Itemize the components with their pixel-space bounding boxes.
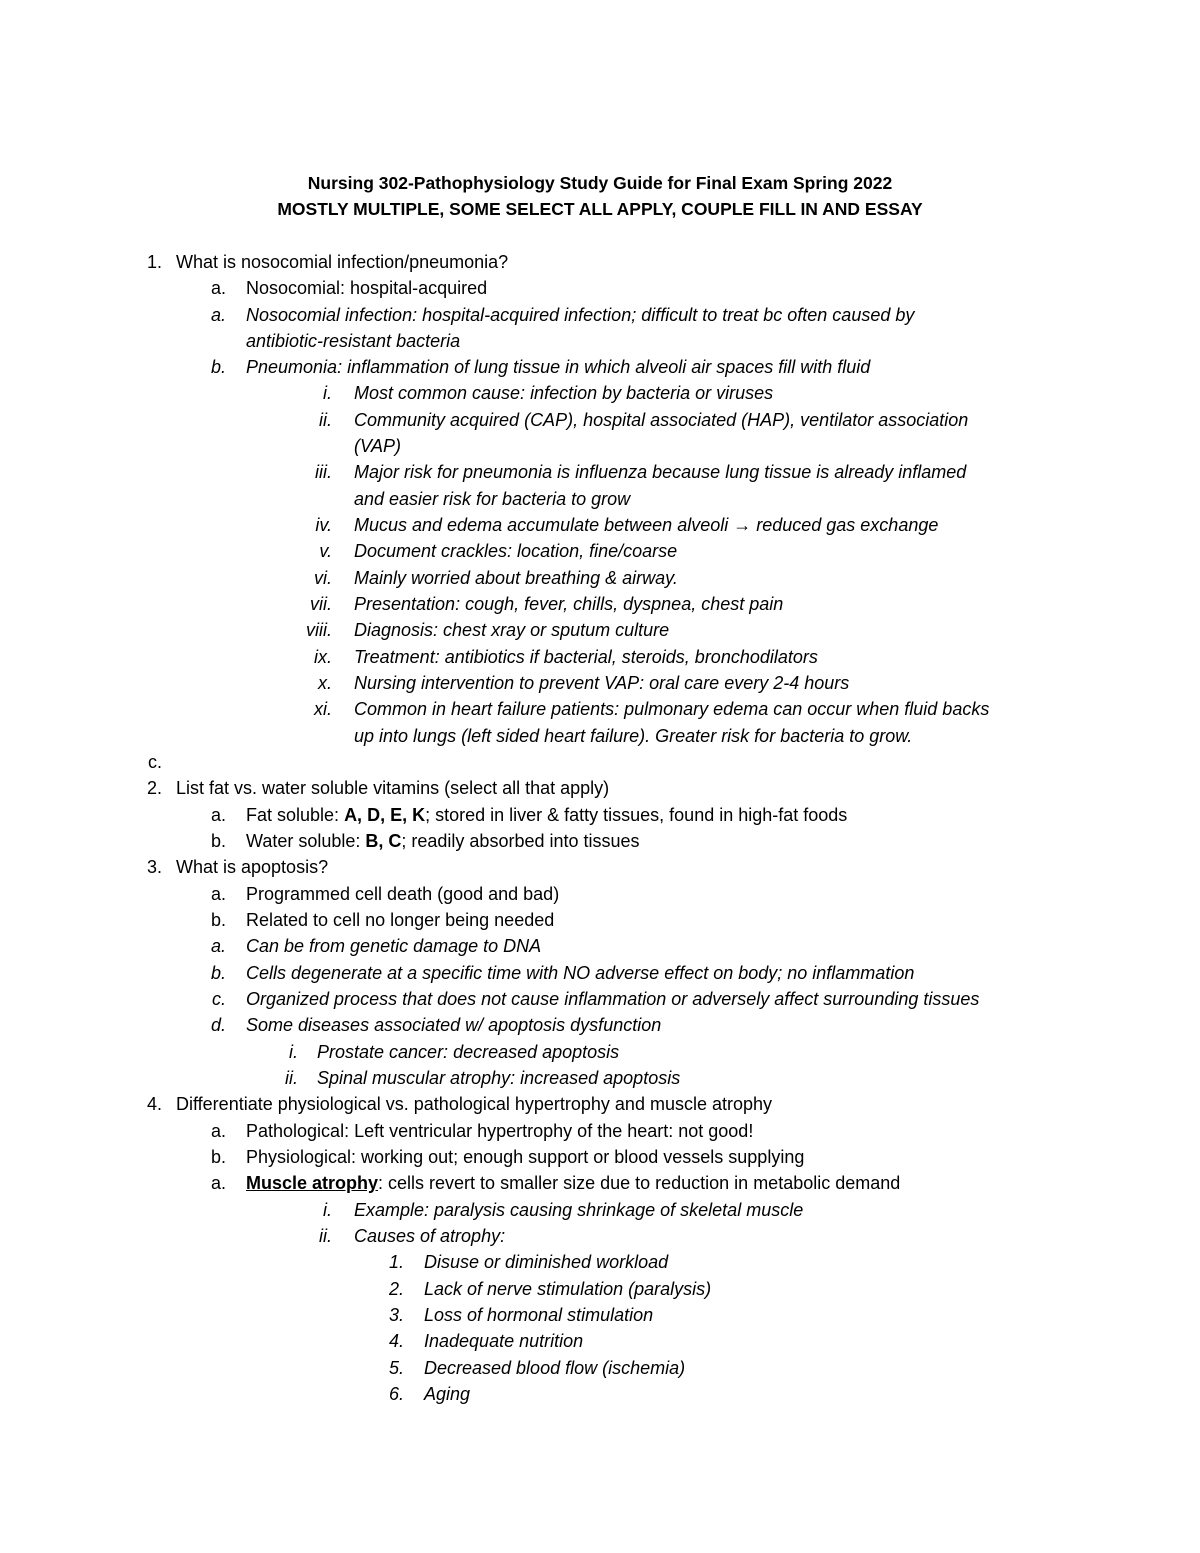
- list-text: Some diseases associated w/ apoptosis dysfunction: [246, 1015, 662, 1035]
- list-text: Spinal muscular atrophy: increased apoptosis: [317, 1068, 681, 1088]
- list-marker: 4.: [388, 1331, 404, 1351]
- list-marker: a.: [210, 1173, 226, 1193]
- list-marker: iv.: [315, 515, 332, 535]
- list-marker: b.: [210, 831, 226, 851]
- list-marker: 1.: [388, 1252, 404, 1272]
- list-text: Major risk for pneumonia is influenza because lung tissue is already inflamed: [354, 462, 967, 482]
- list-text: Muscle atrophy: cells revert to smaller size due to reduction in metabolic demand: [246, 1173, 901, 1193]
- list-marker: 2.: [146, 778, 162, 798]
- list-marker: ii.: [319, 1226, 332, 1246]
- list-text: Mucus and edema accumulate between alveoli → reduced gas exchange: [354, 515, 939, 535]
- list-marker: c.: [147, 752, 162, 772]
- list-marker: 3.: [146, 857, 162, 877]
- list-marker: a.: [210, 805, 226, 825]
- list-marker: b.: [210, 1147, 226, 1167]
- list-text: antibiotic-resistant bacteria: [246, 331, 461, 351]
- list-text: Mainly worried about breathing & airway.: [354, 568, 678, 588]
- list-text: Fat soluble: A, D, E, K; stored in liver & fatty tissues, found in high-fat foods: [246, 805, 848, 825]
- list-text: and easier risk for bacteria to grow: [354, 489, 631, 509]
- list-text: Common in heart failure patients: pulmonary edema can occur when fluid backs: [354, 699, 990, 719]
- list-text: Nursing intervention to prevent VAP: oral care every 2-4 hours: [354, 673, 850, 693]
- list-text: Aging: [424, 1384, 471, 1404]
- list-text: Can be from genetic damage to DNA: [246, 936, 542, 956]
- list-marker: xi.: [314, 699, 332, 719]
- list-marker: d.: [210, 1015, 226, 1035]
- list-text: Water soluble: B, C; readily absorbed into tissues: [246, 831, 640, 851]
- list-text: Community acquired (CAP), hospital associated (HAP), ventilator association: [354, 410, 969, 430]
- list-marker: iii.: [315, 462, 332, 482]
- list-text: Programmed cell death (good and bad): [246, 884, 560, 904]
- list-marker: c.: [211, 989, 226, 1009]
- list-text: Document crackles: location, fine/coarse: [354, 541, 678, 561]
- list-text: Decreased blood flow (ischemia): [424, 1358, 686, 1378]
- list-text: Most common cause: infection by bacteria or viruses: [354, 383, 774, 403]
- list-text: up into lungs (left sided heart failure). Greater risk for bacteria to grow.: [354, 726, 913, 746]
- list-text: Diagnosis: chest xray or sputum culture: [354, 620, 670, 640]
- list-marker: vi.: [314, 568, 332, 588]
- list-text: Pathological: Left ventricular hypertrophy of the heart: not good!: [246, 1121, 754, 1141]
- list-marker: a.: [210, 278, 226, 298]
- list-text: Pneumonia: inflammation of lung tissue in which alveoli air spaces fill with fluid: [246, 357, 871, 377]
- list-text: Organized process that does not cause inflammation or adversely affect surrounding tissues: [246, 989, 980, 1009]
- list-text: Inadequate nutrition: [424, 1331, 584, 1351]
- list-text: Related to cell no longer being needed: [246, 910, 555, 930]
- list-marker: a.: [210, 936, 226, 956]
- list-text: What is apoptosis?: [176, 857, 329, 877]
- list-marker: i.: [323, 383, 332, 403]
- list-text: List fat vs. water soluble vitamins (select all that apply): [176, 778, 610, 798]
- list-text: What is nosocomial infection/pneumonia?: [176, 252, 509, 272]
- list-marker: 5.: [388, 1358, 404, 1378]
- list-text: Presentation: cough, fever, chills, dyspnea, chest pain: [354, 594, 784, 614]
- list-marker: a.: [210, 884, 226, 904]
- list-text: Differentiate physiological vs. pathological hypertrophy and muscle atrophy: [176, 1094, 773, 1114]
- list-marker: 6.: [388, 1384, 404, 1404]
- list-text: Nosocomial: hospital-acquired: [246, 278, 488, 298]
- list-text: Treatment: antibiotics if bacterial, steroids, bronchodilators: [354, 647, 818, 667]
- term-muscle-atrophy: Muscle atrophy: [246, 1173, 379, 1193]
- list-text: Prostate cancer: decreased apoptosis: [317, 1042, 620, 1062]
- list-marker: i.: [289, 1042, 298, 1062]
- list-marker: b.: [210, 357, 226, 377]
- list-marker: 1.: [146, 252, 162, 272]
- list-marker: i.: [323, 1200, 332, 1220]
- list-text: Nosocomial infection: hospital-acquired infection; difficult to treat bc often caused by: [246, 305, 915, 325]
- list-marker: x.: [317, 673, 332, 693]
- list-marker: vii.: [310, 594, 332, 614]
- list-marker: 4.: [146, 1094, 162, 1114]
- list-marker: a.: [210, 1121, 226, 1141]
- list-marker: ii.: [319, 410, 332, 430]
- list-text: Lack of nerve stimulation (paralysis): [424, 1279, 712, 1299]
- document-title: Nursing 302-Pathophysiology Study Guide for Final Exam Spring 2022: [307, 173, 893, 193]
- list-text: Loss of hormonal stimulation: [424, 1305, 654, 1325]
- list-marker: ii.: [285, 1068, 298, 1088]
- list-text: (VAP): [354, 436, 402, 456]
- list-text: Disuse or diminished workload: [424, 1252, 669, 1272]
- list-text: Physiological: working out; enough support or blood vessels supplying: [246, 1147, 805, 1167]
- list-marker: b.: [210, 963, 226, 983]
- list-text: Example: paralysis causing shrinkage of skeletal muscle: [354, 1200, 804, 1220]
- list-marker: 2.: [388, 1279, 404, 1299]
- list-marker: b.: [210, 910, 226, 930]
- list-text: Causes of atrophy:: [354, 1226, 506, 1246]
- list-marker: a.: [210, 305, 226, 325]
- document-subtitle: MOSTLY MULTIPLE, SOME SELECT ALL APPLY, COUPLE FILL IN AND ESSAY: [277, 199, 923, 219]
- list-marker: v.: [319, 541, 332, 561]
- list-marker: viii.: [306, 620, 332, 640]
- list-marker: ix.: [314, 647, 332, 667]
- list-marker: 3.: [388, 1305, 404, 1325]
- list-text: Cells degenerate at a specific time with NO adverse effect on body; no inflammation: [246, 963, 915, 983]
